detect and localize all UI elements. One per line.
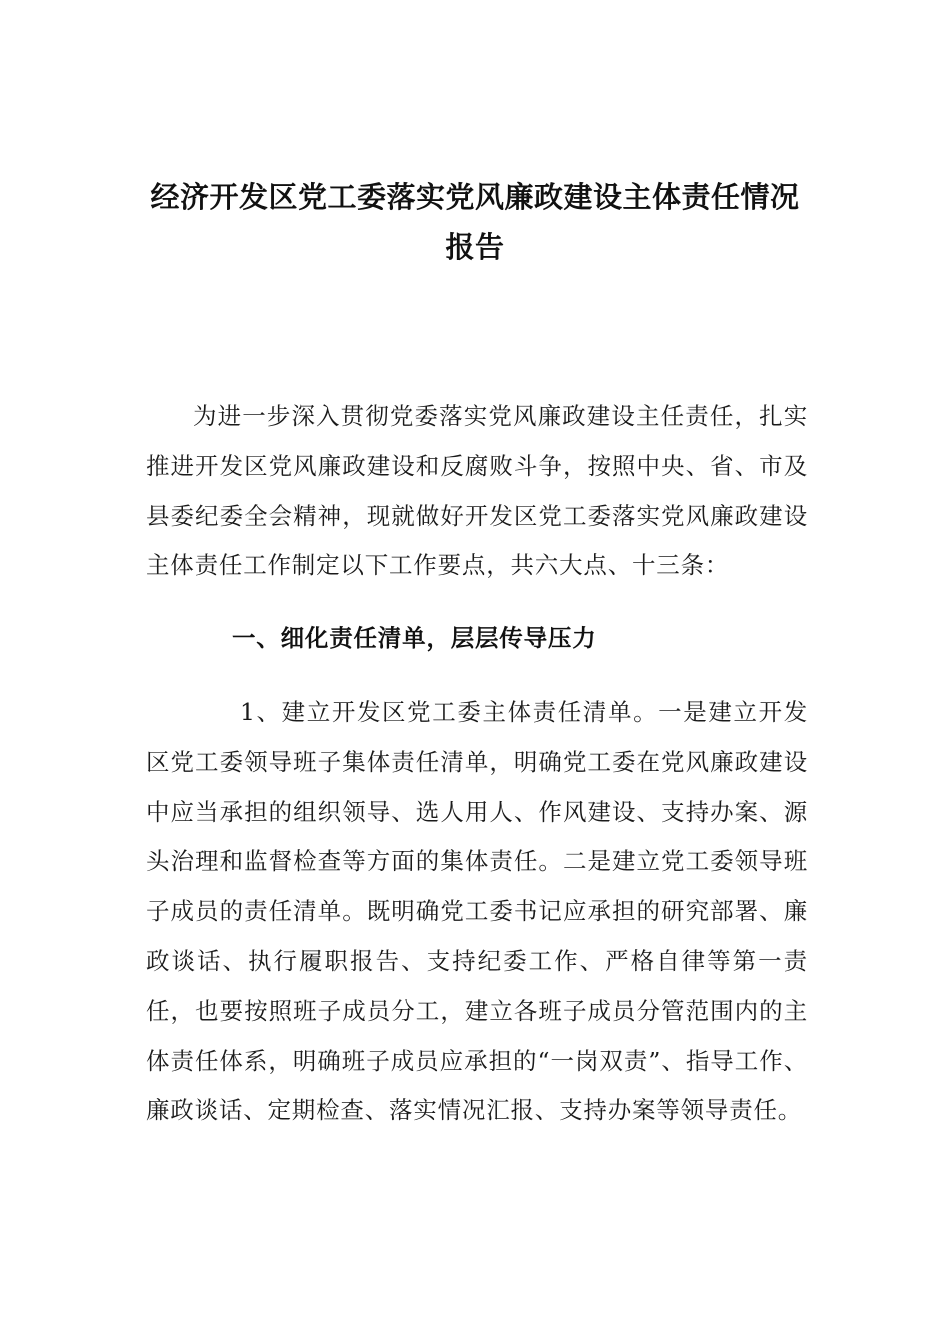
intro-paragraph: 为进一步深入贯彻党委落实党风廉政建设主任责任，扎实推进开发区党风廉政建设和反腐败斗争，按照中央、省、市及县委纪委全会精神，现就做好开发区党工委落实党风廉政建设主体责任工作制定以下工作要点，共六大点、十三条： <box>146 402 808 580</box>
document-title: 经济开发区党工委落实党风廉政建设主体责任情况报告 <box>150 180 800 264</box>
section-heading-1: 一、细化责任清单，层层传导压力 <box>232 624 597 652</box>
section-1-item-1-paragraph: 1、建立开发区党工委主体责任清单。一是建立开发区党工委领导班子集体责任清单，明确党工委在党风廉政建设中应当承担的组织领导、选人用人、作风建设、支持办案、源头治理和监督检查等方面的集体责任。二是建立党工委领导班子成员的责任清单。既明确党工委书记应承担的研究部署、廉政谈话、执行履职报告、支持纪委工作、严格自律等第一责任，也要按照班子成员分工，建立各班子成员分管范围内的主体责任体系，明确班子成员应承担的“一岗双责”、指导工作、廉政谈话、定期检查、落实情况汇报、支持办案等领导责任。 <box>146 698 808 1125</box>
